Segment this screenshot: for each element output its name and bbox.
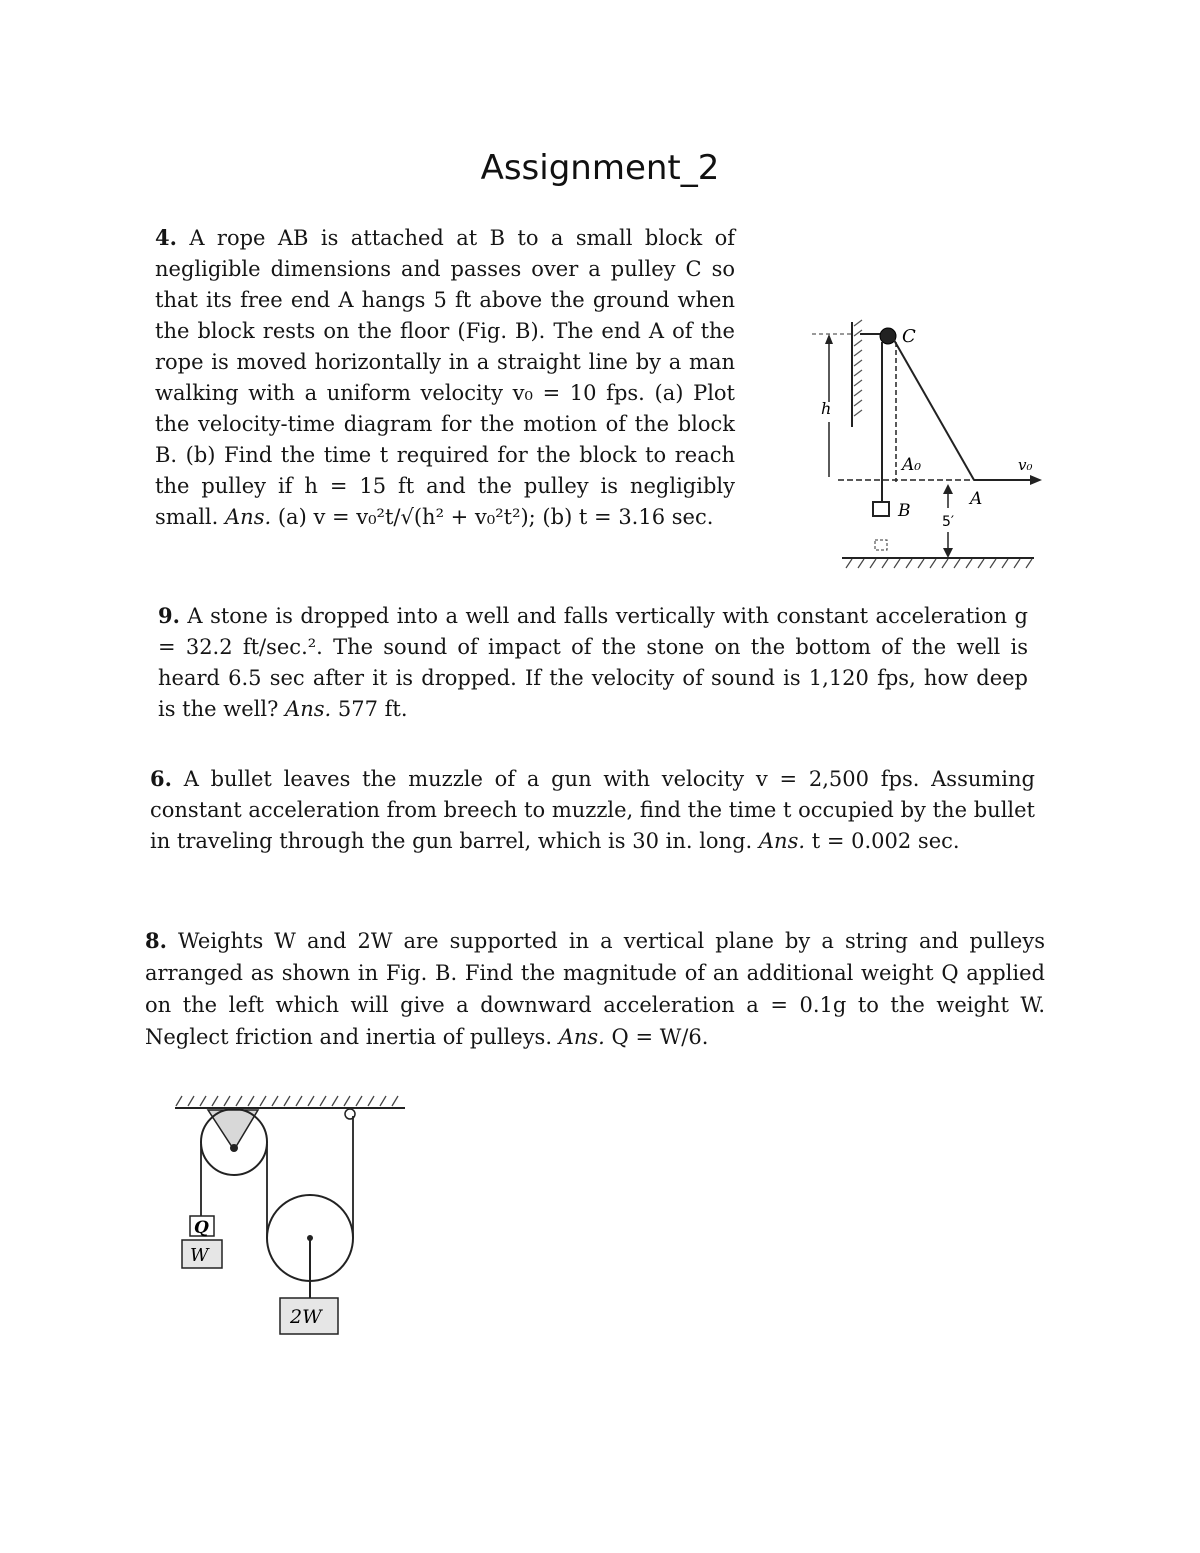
problem-text: A bullet leaves the muzzle of a gun with velocity v = 2,500 fps. Assuming constant acceleration from breech to muzzle, find the time t occupied by the bullet in traveling through the gun barrel, which is 30 in. long. (150, 767, 1035, 853)
problem-text: A rope AB is attached at B to a small block of negligible dimensions and passes over a pulley C so that its free end A hangs 5 ft above the ground when the block rests on the floor (Fig. B). The end A of the rope is moved horizontally in a straight line by a man walking with a uniform velocity v₀ = 10 fps. (a) Plot the velocity-time diagram for the motion of the block B. (b) Find the time t required for the block to reach the pulley if h = 15 ft and the pulley is negligibly small. (155, 226, 735, 529)
problem-text: Weights W and 2W are supported in a vertical plane by a string and pulleys arranged as shown in Fig. B. Find the magnitude of an additional weight Q applied on the left which will give a downward acceleration a = 0.1g to the weight W. Neglect friction and inertia of pulleys. (145, 929, 1045, 1049)
answer-label: Ans. (558, 1025, 605, 1049)
label-q: Q (194, 1218, 209, 1238)
figure-rope-pulley (812, 312, 1042, 577)
label-w: W (190, 1245, 209, 1266)
answer-label: Ans. (285, 697, 332, 721)
answer-text: 577 ft. (337, 697, 408, 721)
label-a0: A₀ (902, 455, 922, 475)
problem-6 (150, 763, 1035, 857)
answer-label: Ans. (758, 829, 806, 853)
pulley-icon (880, 328, 896, 344)
block-b (873, 502, 889, 516)
label-5ft: 5′ (942, 514, 955, 530)
problem-9 (158, 600, 1028, 725)
label-v0: v₀ (1018, 456, 1033, 474)
answer-text: (a) v = v₀²t/√(h² + v₀²t²); (b) t = 3.16 sec. (277, 505, 714, 529)
page-title: Assignment_2 (480, 148, 720, 188)
problem-number: 9. (158, 603, 180, 628)
figure-weights-pulleys (170, 1088, 420, 1348)
label-c: C (902, 326, 916, 347)
problem-number: 8. (145, 928, 167, 953)
label-a: A (970, 489, 983, 509)
problem-number: 6. (150, 766, 172, 791)
problem-8 (145, 925, 1045, 1053)
answer-text: Q = W/6. (611, 1025, 709, 1049)
label-b: B (898, 501, 911, 521)
problem-number: 4. (155, 225, 177, 250)
problem-text: A stone is dropped into a well and falls vertically with constant acceleration g = 32.2 ft/sec.². The sound of impact of the stone on the bottom of the well is heard 6.5 sec after it is dropped. If the velocity of sound is 1,120 fps, how deep is the well? (158, 604, 1028, 721)
label-h: h (821, 399, 832, 418)
label-2w: 2W (290, 1306, 322, 1328)
answer-label: Ans. (225, 505, 272, 529)
answer-text: t = 0.002 sec. (811, 829, 960, 853)
problem-4 (155, 222, 735, 533)
